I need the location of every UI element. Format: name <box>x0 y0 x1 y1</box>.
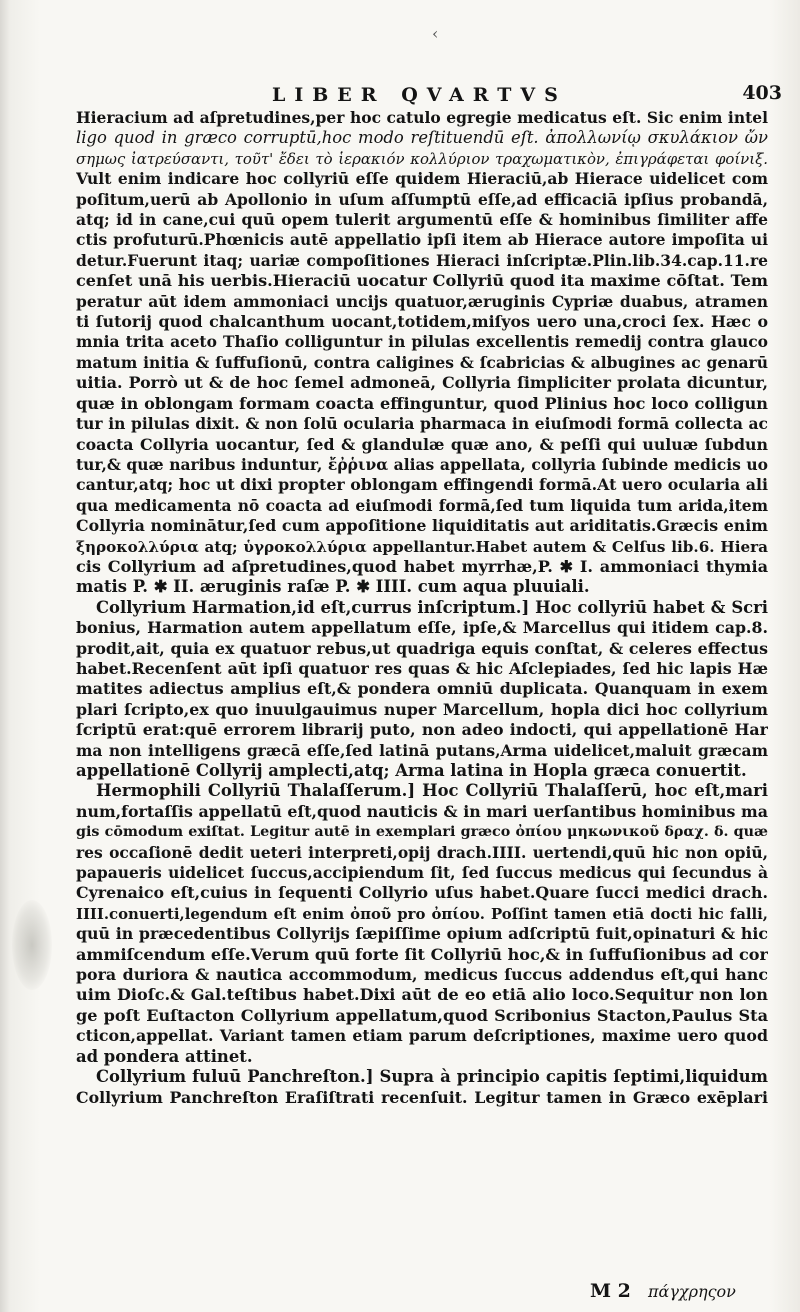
text-line: coacta Collyria uocantur, ſed & glandulæ quæ ano, & peſſi qui uuluæ ſubdun <box>76 434 768 454</box>
text-line: matites adiectus amplius eſt,& pondera omniū duplicata. Quanquam in exem <box>76 679 768 699</box>
text-line: papaueris uidelicet ſuccus,accipiendum ſit, ſed ſuccus medicus qui ſecundus à <box>76 863 768 883</box>
text-line: Hieracium ad aſpretudines,per hoc catulo egregie medicatus eſt. Sic enim intel <box>76 108 768 127</box>
text-line: ge poſt Euſtacton Collyrium appellatum,quod Scribonius Stacton,Paulus Sta <box>76 1005 768 1025</box>
text-line: ctis profuturū.Phœnicis autē appellatio ipſi item ab Hierace autore impoſita ui <box>76 230 768 250</box>
text-line: peratur aūt idem ammoniaci uncijs quatuor,æruginis Cypriæ duabus, atramen <box>76 291 768 311</box>
body-text <box>76 108 768 1108</box>
text-line: matis P. ✱ II. æruginis raſæ P. ✱ IIII. cum aqua pluuiali. <box>76 577 590 597</box>
text-line: ſcriptū erat:quē errorem librarij puto, non adeo indocti, qui appellationē Har <box>76 720 768 740</box>
page-number: 403 <box>742 82 782 104</box>
running-head: LIBER QVARTVS <box>272 84 567 106</box>
text-line: poſitum,uerū ab Apollonio in uſum aſſumptū eſſe,ad efficaciā ipſius probandā, <box>76 189 768 209</box>
text-line: bonius, Harmation autem appellatum eſſe, ipſe,& Marcellus qui itidem cap.8. <box>76 618 768 638</box>
text-line: matum initia & ſuffuſionū, contra caligines & ſcabricias & albugines ac genarū <box>76 352 768 372</box>
catchword: πάγχρηςον <box>648 1282 736 1301</box>
water-stain <box>12 900 52 990</box>
text-line: uitia. Porrò ut & de hoc ſemel admoneā, Collyria ſimpliciter prolata dicuntur, <box>76 373 768 393</box>
text-line: habet.Recenſent aūt ipſi quatuor res quas & hic Aſclepiades, ſed hic lapis Hæ <box>76 658 768 678</box>
text-line: Collyria nominātur,ſed cum appoſitione liquiditatis aut ariditatis.Græcis enim <box>76 516 768 536</box>
text-line: mnia trita aceto Thaſio colliguntur in pilulas excellentis remedij contra glauco <box>76 332 768 352</box>
text-line: Collyrium fuluū Panchreſton.] Supra à principio capitis ſeptimi,liquidum <box>96 1067 768 1087</box>
text-line: quū in præcedentibus Collyrijs ſæpiſſime opium adſcriptū fuit,opinaturi & hic <box>76 924 768 944</box>
text-line: pora duriora & nautica accommodum, medicus ſuccus addendus eſt,qui hanc <box>76 965 768 985</box>
text-line: detur.Fuerunt itaq; uariæ compoſitiones Hieraci inſcriptæ.Plin.lib.34.cap.11.re <box>76 250 768 270</box>
text-line: cenſet unā his uerbis.Hieraciū uocatur Collyriū quod ita maxime cōſtat. Tem <box>76 271 768 291</box>
text-line: quæ in oblongam formam coacta effinguntur, quod Plinius hoc loco colligun <box>76 393 768 413</box>
text-line: Cyrenaico eſt,cuius in ſequenti Collyrio uſus habet.Quare ſucci medici drach. <box>76 883 768 903</box>
text-line: tur in pilulas dixit. & non ſolū ocularia pharmaca in eiuſmodi formā collecta ac <box>76 414 768 434</box>
signature-mark: M 2 <box>590 1280 631 1302</box>
text-line: num,fortaſſis appellatū eſt,quod nauticis & in mari uerſantibus hominibus ma <box>76 801 768 821</box>
text-line: plari ſcripto,ex quo inuulgauimus nuper Marcellum, hopla dici hoc collyrium <box>76 699 768 719</box>
text-line: prodit,ait, quia ex quatuor rebus,ut quadriga equis conſtat, & celeres effectus <box>76 638 768 658</box>
text-line: appellationē Collyrij amplecti,atq; Arma latina in Hopla græca conuertit. <box>76 761 747 780</box>
text-line: IIII.conuerti,legendum eſt enim ὀποῦ pro ὀπίου. Poſſint tamen etiā docti hic falli, <box>76 904 768 923</box>
text-line: Hermophili Collyriū Thalaſſerum.] Hoc Collyriū Thalaſſerū, hoc eſt,mari <box>96 781 768 801</box>
text-line: Vult enim indicare hoc collyriū eſſe quidem Hieraciū,ab Hierace uidelicet com <box>76 169 768 189</box>
margin-mark: ‹ <box>432 24 439 43</box>
text-line: ammiſcendum eſſe.Verum quū forte ſit Collyriū hoc,& in ſuffuſionibus ad cor <box>76 944 768 964</box>
text-line: Collyrium Harmation,id eſt,currus inſcriptum.] Hoc collyriū habet & Scri <box>96 597 768 617</box>
page-footer <box>590 1280 790 1308</box>
text-line: gis cōmodum exiſtat. Legitur autē in exemplari græco ὀπίου μηκωνικοῦ δραχ. δ. quæ <box>76 824 768 841</box>
page-header <box>272 84 792 110</box>
text-line: tur,& quæ naribus induntur, ἔῤῥινα alias appellata, collyria ſubinde medicis uo <box>76 454 768 474</box>
text-line: σημως ἰατρεύσαντι, τοῦτ' ἔδει τὸ ἱερακιόν κολλύριον τραχωματικὸν, ἐπιγράφεται φοίνιξ. <box>76 149 768 168</box>
text-line: Collyrium Panchreſton Eraſiſtrati recenſuit. Legitur tamen in Græco exēplari <box>76 1087 768 1107</box>
text-line: res occaſionē dedit ueteri interpreti,opij drach.IIII. uertendi,quū hic non opiū, <box>76 842 768 862</box>
text-line: cticon,appellat. Variant tamen etiam parum deſcriptiones, maxime uero quod <box>76 1026 768 1046</box>
text-line: ligo quod in græco corruptū,hoc modo reſtituendū eſt. ἀπολλωνίῳ σκυλάκιον ὤν <box>76 128 768 148</box>
text-line: ma non intelligens græcā eſſe,ſed latinā putans,Arma uidelicet,maluit græcam <box>76 740 768 760</box>
text-line: uim Dioſc.& Gal.teſtibus habet.Dixi aūt de eo etiā alio loco.Sequitur non lon <box>76 985 768 1005</box>
text-line: ad pondera attinet. <box>76 1046 253 1066</box>
text-line: atq; id in cane,cui quū opem tulerit argumentū eſſe & hominibus ſimiliter affe <box>76 210 768 230</box>
text-line: qua medicamenta nō coacta ad eiuſmodi formā,ſed tum liquida tum arida,item <box>76 495 768 515</box>
text-line: cantur,atq; hoc ut dixi propter oblongam effingendi formā.At uero ocularia ali <box>76 475 768 495</box>
text-line: cis Collyrium ad aſpretudines,quod habet myrrhæ,P. ✱ I. ammoniaci thymia <box>76 556 768 576</box>
text-line: ti ſutorij quod chalcanthum uocant,totidem,miſyos uero una,croci ſex. Hæc o <box>76 312 768 332</box>
text-line: ξηροκολλύρια atq; ὑγροκολλύρια appellantur.Habet autem & Celſus lib.6. Hiera <box>76 537 768 556</box>
